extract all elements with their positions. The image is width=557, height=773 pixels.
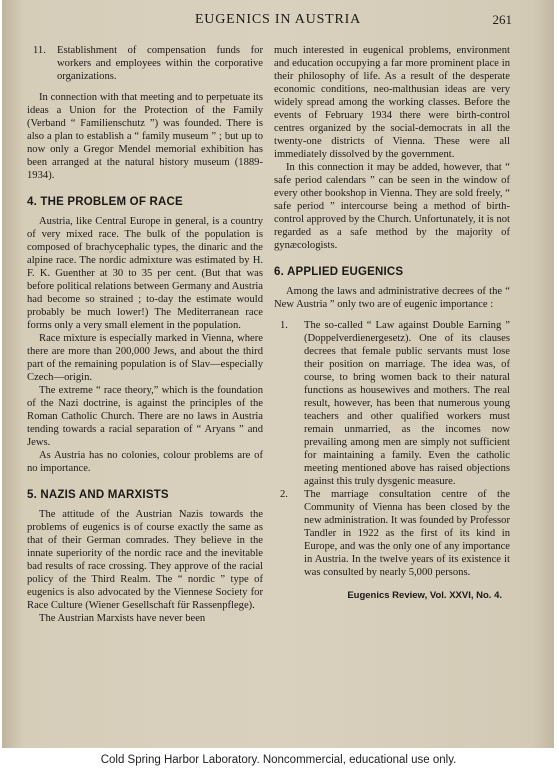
running-title: EUGENICS IN AUSTRIA <box>194 12 362 27</box>
list-item-number: 2. <box>280 489 288 500</box>
section-heading-applied: 6. APPLIED EUGENICS <box>274 266 404 278</box>
paragraph-race-4: As Austria has no colonies, colour problems are of no importance. <box>27 450 263 474</box>
page-number: 261 <box>492 12 512 27</box>
list-item-number: 11. <box>33 45 46 56</box>
citation: Eugenics Review, Vol. XXVI, No. 4. <box>347 590 502 601</box>
list-item-2 <box>274 488 510 579</box>
list-item-11 <box>27 44 263 83</box>
paragraph-nazis-1: The attitude of the Austrian Nazis towards the problems of eugenics is of course exactly the same as that of their German comrades. They believe in the innate superiority of the nordic race and the inevitable bad results of race crossing. They approve of the racial policy of the Third Realm. The “ nordic ” type of eugenics is also advocated by the Viennese Society for Race Culture (Wiener Gesellschaft für Rassenpflege). <box>27 509 263 611</box>
paragraph-nazis-2: The Austrian Marxists have never been <box>39 613 206 624</box>
list-item-text: The marriage consultation centre of the Community of Vienna has been closed by the new administration. It was founded by Professor Tandler in 1922 as the first of its kind in Europe, and was the only one of any importance in Austria. In the twelve years of its existence it was consulted by nearly 5,000 persons. <box>304 489 510 578</box>
list-item-text: Establishment of compensation funds for workers and employees within the corporative organizations. <box>57 45 263 82</box>
running-head <box>2 12 554 32</box>
paragraph-race-2: Race mixture is especially marked in Vienna, where there are more than 200,000 Jews, and about the third part of the remaining population is of Slav—especially Czech—origin. <box>27 333 263 383</box>
footer-credit: Cold Spring Harbor Laboratory. Noncommercial, educational use only. <box>100 754 457 766</box>
paragraph-union: In connection with that meeting and to perpetuate its ideas a Union for the Protection of the Family (Verband “ Familienschutz ”) was founded. There is also a plan to establish a “ family museum ” ; but up to now only a Gregor Mendel memorial exhibition has been arranged at the natural history museum (1889-1934). <box>27 92 263 181</box>
paragraph-calendars: In this connection it may be added, however, that “ safe period calendars ” can be seen in the window of every other bookshop in Vienna. They are sold freely, “ safe period ” intercourse being a method of birth-control approved by the Church. Unfortunately, it is not regarded as a safe method by the majority of gynæcologists. <box>274 162 510 251</box>
list-item-1 <box>274 319 510 488</box>
paragraph-laws: Among the laws and administrative decrees of the “ New Austria ” only two are of eugenic importance : <box>274 286 510 310</box>
paragraph-marxists-continued: much interested in eugenical problems, environment and education occupying a far more prominent place in their philosophy of life. As a result of the desperate economic conditions, neo-malthusian ideas are very widely spread among the working classes. Before the events of February 1934 there were birth-control centres organized by the social-democrats in all the twenty-one districts of Vienna. These were all immediately dissolved by the government. <box>274 45 510 160</box>
list-item-text: The so-called “ Law against Double Earning ” (Doppelverdienergesetz). One of its clauses decrees that female public servants must lose their position on marriage. The idea was, of course, to bring women back to their natural functions as housewives and mothers. The real result, however, has been that numerous young teachers and other qualified workers must remain unmarried, as the incomes now prevailing among men are simply not sufficient for maintaining a family. Even the catholic meeting mentioned above has raised objections against this truly dysgenic measure. <box>304 320 510 487</box>
paragraph-race-3: The extreme “ race theory,” which is the foundation of the Nazi doctrine, is against the principles of the Roman Catholic Church. There are no laws in Austria tending towards a racial separation of “ Aryans ” and Jews. <box>27 385 263 448</box>
paragraph-race-1: Austria, like Central Europe in general, is a country of very mixed race. The bulk of the population is composed of brachycephalic types, the dinaric and the alpine race. The nordic admixture was estimated by H. F. K. Guenther at 30 to 35 per cent. (But that was before political relations between Germany and Austria had become so strained ; to-day the estimate would probably be much lower!) The Mediterranean race forms only a very small element in the population. <box>27 216 263 331</box>
list-item-number: 1. <box>280 320 288 331</box>
scanned-page <box>2 0 554 748</box>
section-heading-race: 4. THE PROBLEM OF RACE <box>27 196 183 208</box>
left-column <box>27 44 263 625</box>
section-heading-nazis: 5. NAZIS AND MARXISTS <box>27 489 169 501</box>
right-column <box>274 44 510 602</box>
